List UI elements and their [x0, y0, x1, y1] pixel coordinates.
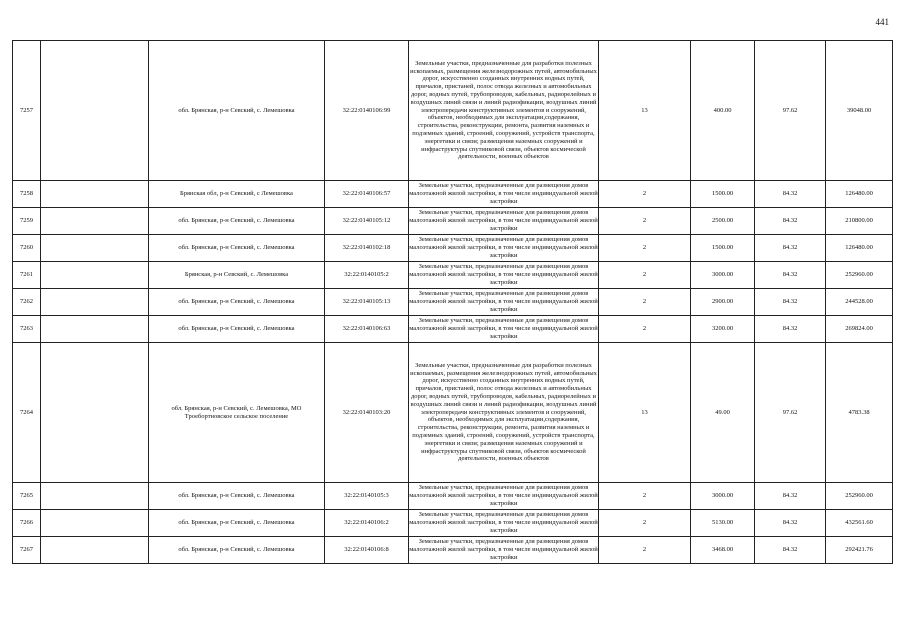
table-row	[13, 181, 893, 208]
row-number: 7264	[13, 343, 41, 483]
rate-cell: 84.32	[755, 181, 826, 208]
rate-cell: 97.62	[755, 41, 826, 181]
row-number: 7261	[13, 262, 41, 289]
value-cell: 4783.38	[826, 343, 893, 483]
group-cell: 2	[599, 235, 691, 262]
land-use-cell: Земельные участки, предназначенные для размещения домов малоэтажной жилой застройки, в том числе индивидуальной жилой застройки	[409, 181, 599, 208]
rate-cell: 84.32	[755, 510, 826, 537]
area-cell: 1500.00	[691, 181, 755, 208]
address-cell: Брянская обл, р-н Севский, с Лемешовка	[149, 181, 325, 208]
value-cell: 244528.00	[826, 289, 893, 316]
group-cell: 2	[599, 483, 691, 510]
cadastral-number-cell: 32:22:0140106:2	[325, 510, 409, 537]
land-use-cell: Земельные участки, предназначенные для разработки полезных ископаемых, размещения железнодорожных путей, автомобильных дорог, искусственно созданных внутренних водных путей, причалов, пристаней, полос отвода железных и автомобильных дорог, водных путей, трубопроводов, кабельных, радиорелейных и воздушных линий связи и линий радиофикации, воздушных линий электропередачи конструктивных элементов и сооружений, объектов, необходимых для эксплуатации,содержания, строительства, реконструкции, ремонта, развития наземных и подземных зданий, строений, сооружений, устройств транспорта, энергетики и связи; размещения наземных сооружений и инфраструктуры спутниковой связи, объектов космической деятельности, военных объектов	[409, 41, 599, 181]
row-number: 7258	[13, 181, 41, 208]
table-row	[13, 262, 893, 289]
rate-cell: 84.32	[755, 316, 826, 343]
row-number: 7260	[13, 235, 41, 262]
spacer-cell	[41, 289, 149, 316]
area-cell: 5130.00	[691, 510, 755, 537]
address-cell: Брянская, р-н Севский, с. Лемешовка	[149, 262, 325, 289]
group-cell: 13	[599, 343, 691, 483]
group-cell: 2	[599, 289, 691, 316]
address-cell: обл. Брянская, р-н Севский, с. Лемешовка	[149, 510, 325, 537]
spacer-cell	[41, 537, 149, 564]
row-number: 7259	[13, 208, 41, 235]
cadastral-value-table	[12, 40, 893, 564]
area-cell: 3000.00	[691, 483, 755, 510]
value-cell: 432561.60	[826, 510, 893, 537]
row-number: 7262	[13, 289, 41, 316]
value-cell: 126480.00	[826, 235, 893, 262]
cadastral-number-cell: 32:22:0140106:57	[325, 181, 409, 208]
area-cell: 3200.00	[691, 316, 755, 343]
table-row	[13, 316, 893, 343]
area-cell: 2900.00	[691, 289, 755, 316]
spacer-cell	[41, 316, 149, 343]
spacer-cell	[41, 41, 149, 181]
cadastral-number-cell: 32:22:0140105:12	[325, 208, 409, 235]
spacer-cell	[41, 208, 149, 235]
row-number: 7267	[13, 537, 41, 564]
row-number: 7263	[13, 316, 41, 343]
rate-cell: 97.62	[755, 343, 826, 483]
area-cell: 3000.00	[691, 262, 755, 289]
rate-cell: 84.32	[755, 537, 826, 564]
spacer-cell	[41, 262, 149, 289]
value-cell: 210800.00	[826, 208, 893, 235]
area-cell: 49.00	[691, 343, 755, 483]
address-cell: обл. Брянская, р-н Севский, с. Лемешовка	[149, 483, 325, 510]
group-cell: 2	[599, 510, 691, 537]
value-cell: 252960.00	[826, 262, 893, 289]
cadastral-number-cell: 32:22:0140102:18	[325, 235, 409, 262]
land-use-cell: Земельные участки, предназначенные для размещения домов малоэтажной жилой застройки, в том числе индивидуальной жилой застройки	[409, 208, 599, 235]
spacer-cell	[41, 483, 149, 510]
value-cell: 269824.00	[826, 316, 893, 343]
group-cell: 2	[599, 208, 691, 235]
land-use-cell: Земельные участки, предназначенные для размещения домов малоэтажной жилой застройки, в том числе индивидуальной жилой застройки	[409, 510, 599, 537]
row-number: 7265	[13, 483, 41, 510]
value-cell: 292421.76	[826, 537, 893, 564]
value-cell: 126480.00	[826, 181, 893, 208]
table-row	[13, 343, 893, 483]
spacer-cell	[41, 235, 149, 262]
rate-cell: 84.32	[755, 235, 826, 262]
cadastral-number-cell: 32:22:0140106:8	[325, 537, 409, 564]
cadastral-number-cell: 32:22:0140103:20	[325, 343, 409, 483]
rate-cell: 84.32	[755, 483, 826, 510]
value-cell: 252960.00	[826, 483, 893, 510]
rate-cell: 84.32	[755, 289, 826, 316]
land-use-cell: Земельные участки, предназначенные для размещения домов малоэтажной жилой застройки, в том числе индивидуальной жилой застройки	[409, 289, 599, 316]
row-number: 7266	[13, 510, 41, 537]
group-cell: 13	[599, 41, 691, 181]
group-cell: 2	[599, 537, 691, 564]
group-cell: 2	[599, 262, 691, 289]
address-cell: обл. Брянская, р-н Севский, с. Лемешовка	[149, 208, 325, 235]
address-cell: обл. Брянская, р-н Севский, с. Лемешовка	[149, 41, 325, 181]
cadastral-number-cell: 32:22:0140106:99	[325, 41, 409, 181]
cadastral-number-cell: 32:22:0140105:2	[325, 262, 409, 289]
rate-cell: 84.32	[755, 208, 826, 235]
land-use-cell: Земельные участки, предназначенные для размещения домов малоэтажной жилой застройки, в том числе индивидуальной жилой застройки	[409, 537, 599, 564]
land-use-cell: Земельные участки, предназначенные для размещения домов малоэтажной жилой застройки, в том числе индивидуальной жилой застройки	[409, 235, 599, 262]
table-row	[13, 41, 893, 181]
address-cell: обл. Брянская, р-н Севский, с. Лемешовка, МО Троебортновское сельское поселение	[149, 343, 325, 483]
address-cell: обл. Брянская, р-н Севский, с. Лемешовка	[149, 537, 325, 564]
table-row	[13, 483, 893, 510]
table-row	[13, 537, 893, 564]
page-number: 441	[875, 17, 889, 27]
spacer-cell	[41, 510, 149, 537]
cadastral-number-cell: 32:22:0140105:3	[325, 483, 409, 510]
land-use-cell: Земельные участки, предназначенные для размещения домов малоэтажной жилой застройки, в том числе индивидуальной жилой застройки	[409, 483, 599, 510]
spacer-cell	[41, 343, 149, 483]
cadastral-number-cell: 32:22:0140106:63	[325, 316, 409, 343]
table-row	[13, 289, 893, 316]
group-cell: 2	[599, 181, 691, 208]
land-use-cell: Земельные участки, предназначенные для размещения домов малоэтажной жилой застройки, в том числе индивидуальной жилой застройки	[409, 316, 599, 343]
table-row	[13, 208, 893, 235]
value-cell: 39048.00	[826, 41, 893, 181]
table-row	[13, 510, 893, 537]
row-number: 7257	[13, 41, 41, 181]
area-cell: 400.00	[691, 41, 755, 181]
address-cell: обл. Брянская, р-н Севский, с. Лемешовка	[149, 235, 325, 262]
address-cell: обл. Брянская, р-н Севский, с. Лемешовка	[149, 289, 325, 316]
land-use-cell: Земельные участки, предназначенные для размещения домов малоэтажной жилой застройки, в том числе индивидуальной жилой застройки	[409, 262, 599, 289]
area-cell: 3468.00	[691, 537, 755, 564]
address-cell: обл. Брянская, р-н Севский, с. Лемешовка	[149, 316, 325, 343]
spacer-cell	[41, 181, 149, 208]
area-cell: 2500.00	[691, 208, 755, 235]
group-cell: 2	[599, 316, 691, 343]
area-cell: 1500.00	[691, 235, 755, 262]
land-use-cell: Земельные участки, предназначенные для разработки полезных ископаемых, размещения железнодорожных путей, автомобильных дорог, искусственно созданных внутренних водных путей, причалов, пристаней, полос отвода железных и автомобильных дорог, водных путей, трубопроводов, кабельных, радиорелейных и воздушных линий связи и линий радиофикации, воздушных линий электропередачи конструктивных элементов и сооружений, объектов, необходимых для эксплуатации,содержания, строительства, реконструкции, ремонта, развития наземных и подземных зданий, строений, сооружений, устройств транспорта, энергетики и связи; размещения наземных сооружений и инфраструктуры спутниковой связи, объектов космической деятельности, военных объектов	[409, 343, 599, 483]
cadastral-number-cell: 32:22:0140105:13	[325, 289, 409, 316]
rate-cell: 84.32	[755, 262, 826, 289]
table-row	[13, 235, 893, 262]
